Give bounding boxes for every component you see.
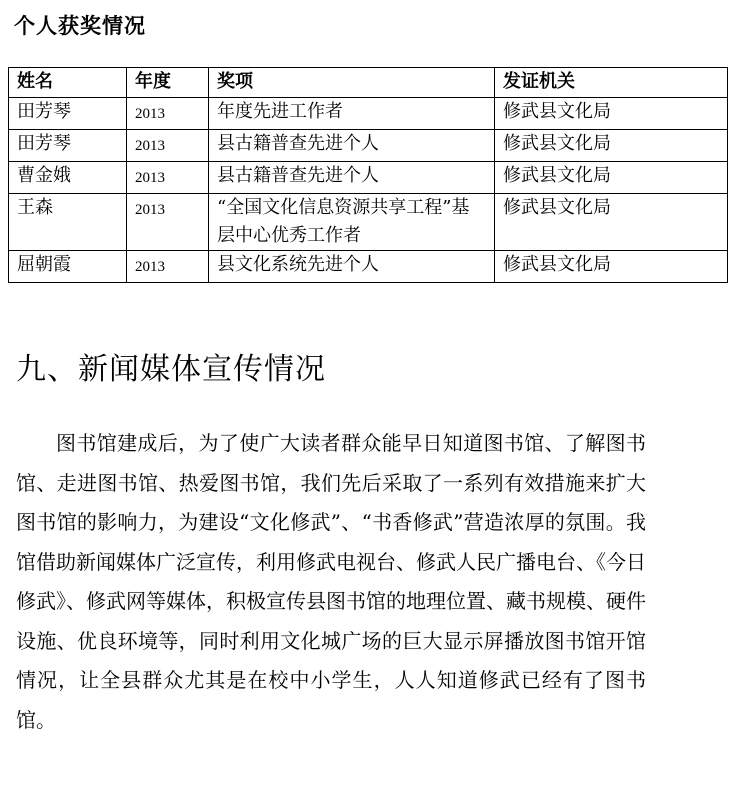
cell-issuer: 修武县文化局	[495, 130, 728, 162]
cell-year: 2013	[127, 251, 209, 283]
cell-award: “全国文化信息资源共享工程”基层中心优秀工作者	[209, 194, 495, 251]
cell-issuer: 修武县文化局	[495, 98, 728, 130]
cell-name: 田芳琴	[9, 98, 127, 130]
table-header-row	[9, 68, 728, 98]
cell-issuer: 修武县文化局	[495, 251, 728, 283]
cell-year: 2013	[127, 194, 209, 251]
cell-award: 县文化系统先进个人	[209, 251, 495, 283]
cell-year: 2013	[127, 162, 209, 194]
column-header-year: 年度	[127, 68, 209, 98]
section-title: 九、新闻媒体宣传情况	[16, 352, 326, 387]
cell-year: 2013	[127, 130, 209, 162]
body-paragraph: 图书馆建成后，为了使广大读者群众能早日知道图书馆、了解图书馆、走进图书馆、热爱图书馆，我们先后采取了一系列有效措施来扩大图书馆的影响力，为建设“文化修武”、“书香修武”营造浓厚的氛围。我馆借助新闻媒体广泛宣传，利用修武电视台、修武人民广播电台、《今日修武》、修武网等媒体，积极宣传县图书馆的地理位置、藏书规模、硬件设施、优良环境等，同时利用文化城广场的巨大显示屏播放图书馆开馆情况，让全县群众尤其是在校中小学生，人人知道修武已经有了图书馆。	[16, 431, 646, 732]
cell-award: 年度先进工作者	[209, 98, 495, 130]
cell-name: 曹金娥	[9, 162, 127, 194]
table-row	[9, 162, 728, 194]
cell-name: 田芳琴	[9, 130, 127, 162]
cell-issuer: 修武县文化局	[495, 162, 728, 194]
column-header-award: 奖项	[209, 68, 495, 98]
column-header-name: 姓名	[9, 68, 127, 98]
cell-name: 屈朝霞	[9, 251, 127, 283]
table-row	[9, 194, 728, 251]
cell-name: 王森	[9, 194, 127, 251]
table-row	[9, 251, 728, 283]
cell-issuer: 修武县文化局	[495, 194, 728, 251]
column-header-issuer: 发证机关	[495, 68, 728, 98]
cell-year: 2013	[127, 98, 209, 130]
table-row	[9, 98, 728, 130]
cell-award: 县古籍普查先进个人	[209, 130, 495, 162]
cell-award: 县古籍普查先进个人	[209, 162, 495, 194]
awards-heading: 个人获奖情况	[14, 14, 146, 38]
table-row	[9, 130, 728, 162]
awards-table	[8, 67, 728, 283]
